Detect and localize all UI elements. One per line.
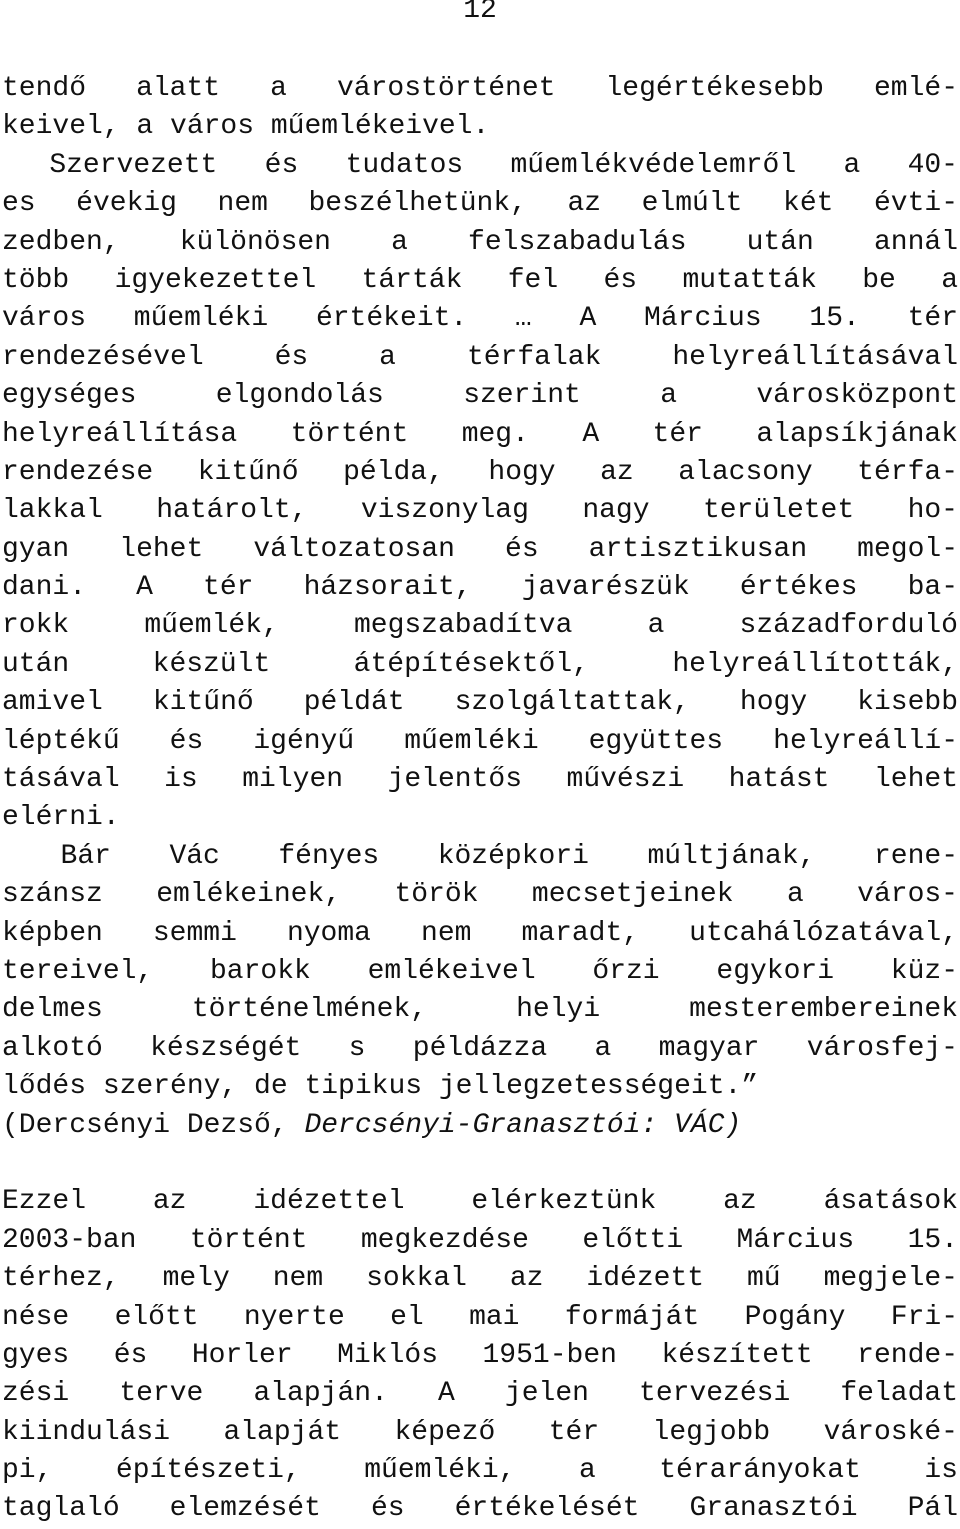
text-line: zedben, különösen a felszabadulás után annál <box>2 226 958 258</box>
text-line: Bár Vác fényes középkori múltjának, rene- <box>2 840 958 872</box>
citation-author: (Dercsényi Dezső, <box>2 1109 305 1141</box>
text-line: rendezésével és a térfalak helyreállításával <box>2 341 958 373</box>
text-line: elérni. <box>2 802 120 834</box>
text-line: gyan lehet változatosan és artisztikusan megol- <box>2 533 958 565</box>
text-line: léptékű és igényű műemléki együttes helyreállí- <box>2 725 958 757</box>
text-line: alkotó készségét s példázza a magyar városfej- <box>2 1032 958 1064</box>
text-line: képben semmi nyoma nem maradt, utcahálózatával, <box>2 917 958 949</box>
text-line: rendezése kitűnő példa, hogy az alacsony térfa- <box>2 456 958 488</box>
text-line: delmes történelmének, helyi mesterembereinek <box>2 994 958 1026</box>
blank-line <box>2 1145 958 1183</box>
quote-paragraph-2 <box>2 838 958 1107</box>
citation-title: Dercsényi-Granasztói: VÁC) <box>304 1109 742 1141</box>
text-line: térhez, mely nem sokkal az idézett mű megjele- <box>2 1263 958 1295</box>
text-line: keivel, a város műemlékeivel. <box>2 111 490 143</box>
text-line: város műemléki értékeit. … A Március 15. tér <box>2 303 958 335</box>
text-line: nése előtt nyerte el mai formáját Pogány Fri- <box>2 1301 958 1333</box>
text-line: kiindulási alapját képező tér legjobb városké- <box>2 1416 958 1448</box>
text-line: helyreállítása történt meg. A tér alapsíkjának <box>2 418 958 450</box>
text-line: 2003-ban történt megkezdése előtti Március 15. <box>2 1224 958 1256</box>
document-body <box>2 70 958 1529</box>
text-line: es évekig nem beszélhetünk, az elmúlt két évti- <box>2 188 958 220</box>
text-line: szánsz emlékeinek, török mecsetjeinek a város- <box>2 879 958 911</box>
text-line: Ezzel az idézettel elérkeztünk az ásatások <box>2 1186 958 1218</box>
text-line: tereivel, barokk emlékeivel őrzi egykori küz- <box>2 955 958 987</box>
text-line: zési terve alapján. A jelen tervezési feladat <box>2 1378 958 1410</box>
text-line: pi, építészeti, műemléki, a térarányokat is <box>2 1455 958 1487</box>
text-line: gyes és Horler Miklós 1951-ben készített rende- <box>2 1339 958 1371</box>
text-line: lődés szerény, de tipikus jellegzetességeit.” <box>2 1071 759 1103</box>
citation <box>2 1107 958 1145</box>
text-line: amivel kitűnő példát szolgáltattak, hogy kisebb <box>2 687 958 719</box>
text-line: tendő alatt a várostörténet legértékesebb emlé- <box>2 73 958 104</box>
text-line: lakkal határolt, viszonylag nagy területet ho- <box>2 495 958 527</box>
text-line: több igyekezettel tárták fel és mutatták be a <box>2 264 958 296</box>
page-number: 12 <box>463 0 497 26</box>
body-paragraph-3 <box>2 1183 958 1529</box>
text-line: taglaló elemzését és értékelését Granasztói Pál <box>2 1493 958 1525</box>
text-line: Szervezett és tudatos műemlékvédelemről a 40- <box>2 149 958 181</box>
quote-paragraph-1 <box>2 70 958 838</box>
text-line: egységes elgondolás szerint a városközpont <box>2 380 958 412</box>
text-line: dani. A tér házsorait, javarészük értékes ba- <box>2 572 958 604</box>
text-line: után készült átépítésektől, helyreállították, <box>2 648 958 680</box>
text-line: rokk műemlék, megszabadítva a századforduló <box>2 610 958 642</box>
text-line: tásával is milyen jelentős művészi hatást lehet <box>2 764 958 796</box>
